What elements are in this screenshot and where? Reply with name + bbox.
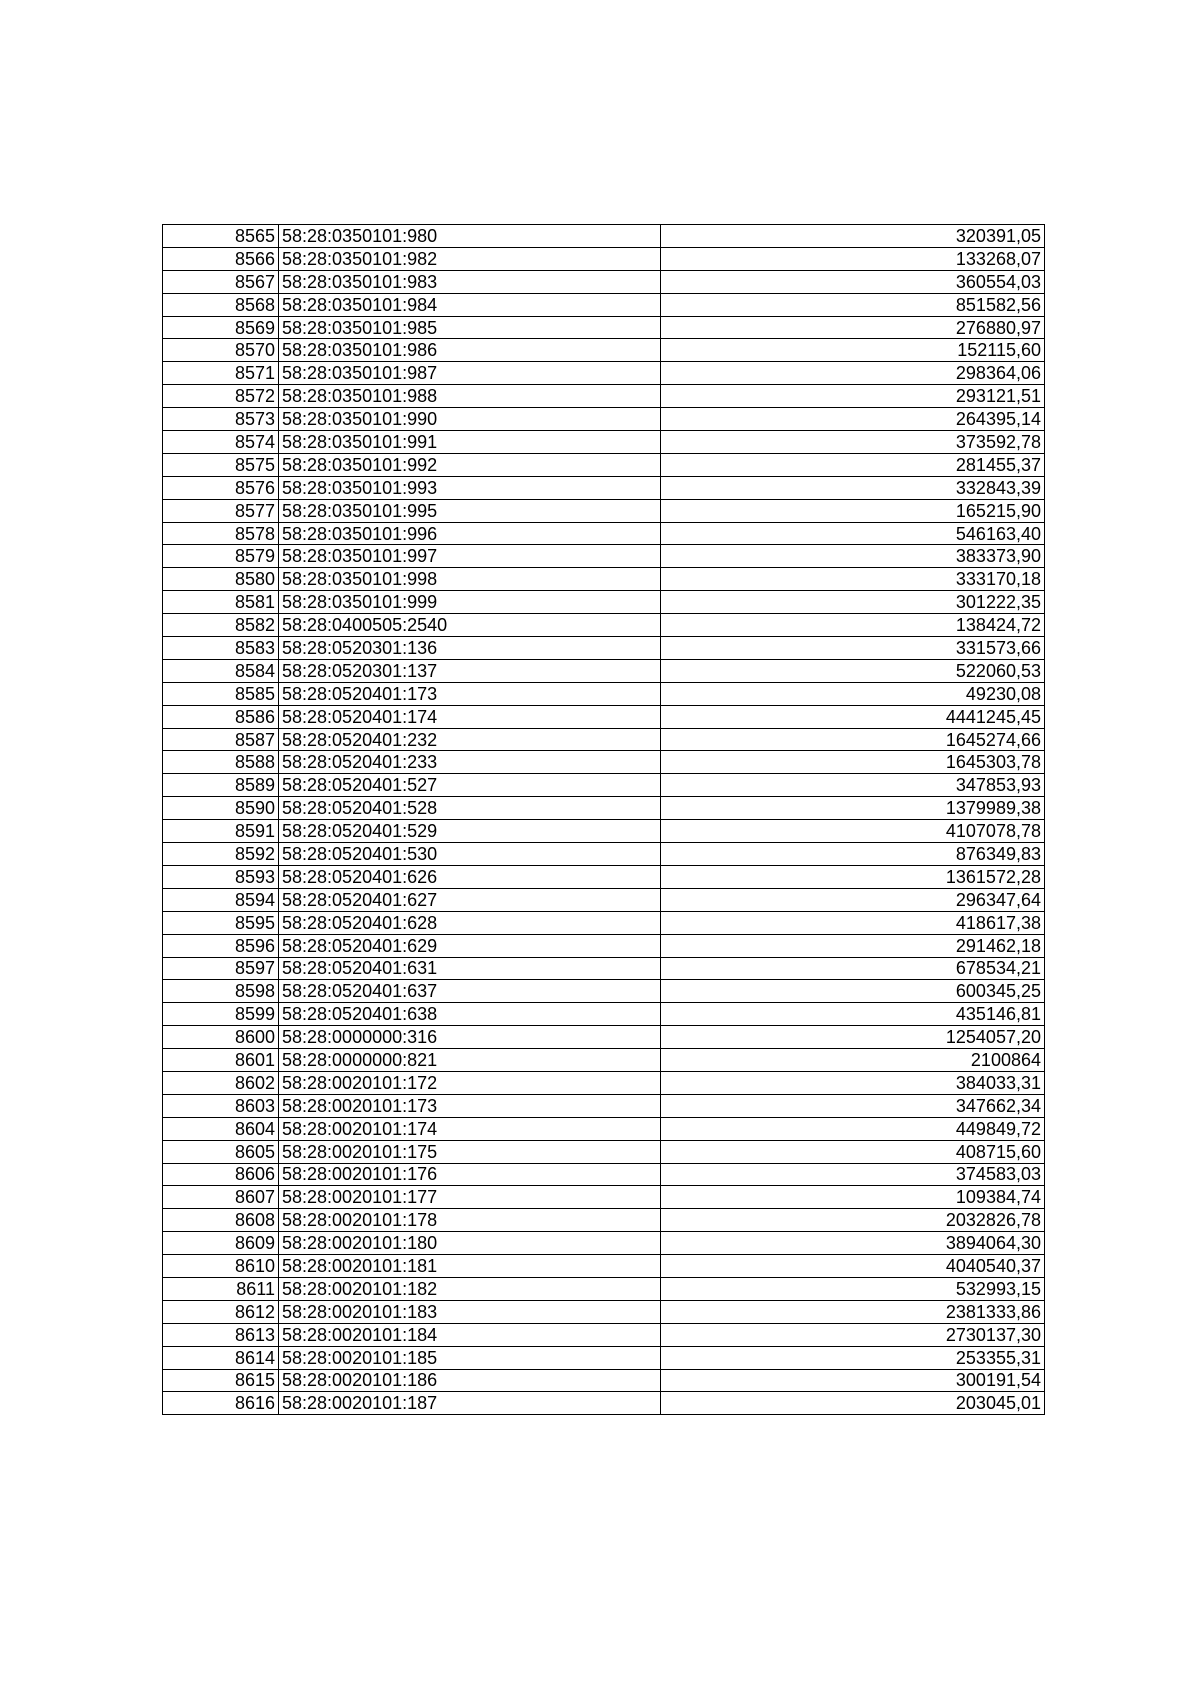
row-number-cell: 8567 — [163, 270, 279, 293]
value-cell: 2730137,30 — [661, 1323, 1045, 1346]
cadastral-number-cell: 58:28:0520301:137 — [279, 659, 661, 682]
cadastral-number-cell: 58:28:0000000:316 — [279, 1026, 661, 1049]
value-cell: 253355,31 — [661, 1346, 1045, 1369]
value-cell: 301222,35 — [661, 591, 1045, 614]
cadastral-number-cell: 58:28:0350101:985 — [279, 316, 661, 339]
row-number-cell: 8572 — [163, 385, 279, 408]
table-row — [163, 362, 1045, 385]
table-row — [163, 270, 1045, 293]
table-row — [163, 637, 1045, 660]
value-cell: 298364,06 — [661, 362, 1045, 385]
table-row — [163, 888, 1045, 911]
row-number-cell: 8581 — [163, 591, 279, 614]
value-cell: 4441245,45 — [661, 705, 1045, 728]
table-row — [163, 1071, 1045, 1094]
row-number-cell: 8586 — [163, 705, 279, 728]
row-number-cell: 8591 — [163, 820, 279, 843]
row-number-cell: 8590 — [163, 797, 279, 820]
table-row — [163, 774, 1045, 797]
row-number-cell: 8571 — [163, 362, 279, 385]
cadastral-number-cell: 58:28:0020101:187 — [279, 1392, 661, 1415]
cadastral-number-cell: 58:28:0350101:993 — [279, 476, 661, 499]
value-cell: 264395,14 — [661, 408, 1045, 431]
value-cell: 320391,05 — [661, 225, 1045, 248]
table-row — [163, 476, 1045, 499]
table-row — [163, 1003, 1045, 1026]
table-row — [163, 385, 1045, 408]
cadastral-number-cell: 58:28:0020101:178 — [279, 1209, 661, 1232]
table-row — [163, 934, 1045, 957]
value-cell: 152115,60 — [661, 339, 1045, 362]
value-cell: 2381333,86 — [661, 1300, 1045, 1323]
row-number-cell: 8594 — [163, 888, 279, 911]
value-cell: 1361572,28 — [661, 865, 1045, 888]
row-number-cell: 8601 — [163, 1049, 279, 1072]
cadastral-number-cell: 58:28:0350101:990 — [279, 408, 661, 431]
cadastral-number-cell: 58:28:0350101:984 — [279, 293, 661, 316]
cadastral-number-cell: 58:28:0020101:184 — [279, 1323, 661, 1346]
table-row — [163, 499, 1045, 522]
cadastral-number-cell: 58:28:0350101:995 — [279, 499, 661, 522]
value-cell: 293121,51 — [661, 385, 1045, 408]
cadastral-number-cell: 58:28:0020101:173 — [279, 1094, 661, 1117]
row-number-cell: 8595 — [163, 911, 279, 934]
table-row — [163, 1369, 1045, 1392]
cadastral-number-cell: 58:28:0020101:182 — [279, 1277, 661, 1300]
cadastral-number-cell: 58:28:0020101:177 — [279, 1186, 661, 1209]
table-row — [163, 408, 1045, 431]
row-number-cell: 8592 — [163, 843, 279, 866]
cadastral-number-cell: 58:28:0020101:175 — [279, 1140, 661, 1163]
table-row — [163, 522, 1045, 545]
value-cell: 384033,31 — [661, 1071, 1045, 1094]
cadastral-number-cell: 58:28:0350101:997 — [279, 545, 661, 568]
value-cell: 408715,60 — [661, 1140, 1045, 1163]
cadastral-number-cell: 58:28:0020101:180 — [279, 1232, 661, 1255]
row-number-cell: 8573 — [163, 408, 279, 431]
cadastral-number-cell: 58:28:0020101:183 — [279, 1300, 661, 1323]
value-cell: 165215,90 — [661, 499, 1045, 522]
row-number-cell: 8605 — [163, 1140, 279, 1163]
cadastral-number-cell: 58:28:0520401:232 — [279, 728, 661, 751]
row-number-cell: 8580 — [163, 568, 279, 591]
cadastral-number-cell: 58:28:0350101:987 — [279, 362, 661, 385]
table-row — [163, 705, 1045, 728]
value-cell: 109384,74 — [661, 1186, 1045, 1209]
value-cell: 296347,64 — [661, 888, 1045, 911]
value-cell: 360554,03 — [661, 270, 1045, 293]
value-cell: 281455,37 — [661, 453, 1045, 476]
table-row — [163, 751, 1045, 774]
value-cell: 851582,56 — [661, 293, 1045, 316]
cadastral-number-cell: 58:28:0350101:998 — [279, 568, 661, 591]
table-row — [163, 1049, 1045, 1072]
cadastral-number-cell: 58:28:0020101:174 — [279, 1117, 661, 1140]
cadastral-number-cell: 58:28:0520301:136 — [279, 637, 661, 660]
value-cell: 678534,21 — [661, 957, 1045, 980]
cadastral-number-cell: 58:28:0350101:996 — [279, 522, 661, 545]
value-cell: 138424,72 — [661, 614, 1045, 637]
table-row — [163, 911, 1045, 934]
value-cell: 373592,78 — [661, 431, 1045, 454]
row-number-cell: 8576 — [163, 476, 279, 499]
row-number-cell: 8607 — [163, 1186, 279, 1209]
cadastral-number-cell: 58:28:0350101:991 — [279, 431, 661, 454]
value-cell: 522060,53 — [661, 659, 1045, 682]
value-cell: 1254057,20 — [661, 1026, 1045, 1049]
value-cell: 3894064,30 — [661, 1232, 1045, 1255]
cadastral-number-cell: 58:28:0520401:174 — [279, 705, 661, 728]
row-number-cell: 8614 — [163, 1346, 279, 1369]
value-cell: 532993,15 — [661, 1277, 1045, 1300]
cadastral-number-cell: 58:28:0520401:638 — [279, 1003, 661, 1026]
cadastral-number-cell: 58:28:0000000:821 — [279, 1049, 661, 1072]
row-number-cell: 8598 — [163, 980, 279, 1003]
value-cell: 331573,66 — [661, 637, 1045, 660]
cadastral-number-cell: 58:28:0350101:992 — [279, 453, 661, 476]
cadastral-number-cell: 58:28:0020101:176 — [279, 1163, 661, 1186]
row-number-cell: 8599 — [163, 1003, 279, 1026]
value-cell: 203045,01 — [661, 1392, 1045, 1415]
table-row — [163, 980, 1045, 1003]
table-row — [163, 1346, 1045, 1369]
row-number-cell: 8612 — [163, 1300, 279, 1323]
cadastral-number-cell: 58:28:0020101:186 — [279, 1369, 661, 1392]
row-number-cell: 8602 — [163, 1071, 279, 1094]
table-row — [163, 1300, 1045, 1323]
row-number-cell: 8609 — [163, 1232, 279, 1255]
cadastral-number-cell: 58:28:0520401:629 — [279, 934, 661, 957]
row-number-cell: 8593 — [163, 865, 279, 888]
value-cell: 1645274,66 — [661, 728, 1045, 751]
value-cell: 1645303,78 — [661, 751, 1045, 774]
table-row — [163, 293, 1045, 316]
cadastral-number-cell: 58:28:0520401:529 — [279, 820, 661, 843]
row-number-cell: 8569 — [163, 316, 279, 339]
row-number-cell: 8583 — [163, 637, 279, 660]
row-number-cell: 8597 — [163, 957, 279, 980]
row-number-cell: 8568 — [163, 293, 279, 316]
cadastral-number-cell: 58:28:0350101:988 — [279, 385, 661, 408]
table-row — [163, 1392, 1045, 1415]
value-cell: 347662,34 — [661, 1094, 1045, 1117]
cadastral-number-cell: 58:28:0350101:986 — [279, 339, 661, 362]
value-cell: 49230,08 — [661, 682, 1045, 705]
table-row — [163, 728, 1045, 751]
row-number-cell: 8606 — [163, 1163, 279, 1186]
row-number-cell: 8616 — [163, 1392, 279, 1415]
row-number-cell: 8577 — [163, 499, 279, 522]
value-cell: 1379989,38 — [661, 797, 1045, 820]
table-row — [163, 614, 1045, 637]
cadastral-number-cell: 58:28:0350101:980 — [279, 225, 661, 248]
value-cell: 435146,81 — [661, 1003, 1045, 1026]
row-number-cell: 8608 — [163, 1209, 279, 1232]
value-cell: 449849,72 — [661, 1117, 1045, 1140]
table-row — [163, 1232, 1045, 1255]
row-number-cell: 8610 — [163, 1255, 279, 1278]
table-body — [163, 225, 1045, 1415]
value-cell: 383373,90 — [661, 545, 1045, 568]
row-number-cell: 8574 — [163, 431, 279, 454]
table-row — [163, 225, 1045, 248]
row-number-cell: 8604 — [163, 1117, 279, 1140]
row-number-cell: 8582 — [163, 614, 279, 637]
cadastral-number-cell: 58:28:0520401:631 — [279, 957, 661, 980]
row-number-cell: 8611 — [163, 1277, 279, 1300]
table-row — [163, 1094, 1045, 1117]
table-row — [163, 1140, 1045, 1163]
cadastral-number-cell: 58:28:0020101:181 — [279, 1255, 661, 1278]
cadastral-number-cell: 58:28:0020101:185 — [279, 1346, 661, 1369]
table-row — [163, 682, 1045, 705]
value-cell: 374583,03 — [661, 1163, 1045, 1186]
table-row — [163, 568, 1045, 591]
row-number-cell: 8578 — [163, 522, 279, 545]
table-row — [163, 1209, 1045, 1232]
cadastral-number-cell: 58:28:0520401:173 — [279, 682, 661, 705]
value-cell: 133268,07 — [661, 247, 1045, 270]
value-cell: 600345,25 — [661, 980, 1045, 1003]
row-number-cell: 8579 — [163, 545, 279, 568]
table-row — [163, 797, 1045, 820]
table-row — [163, 339, 1045, 362]
row-number-cell: 8570 — [163, 339, 279, 362]
cadastral-value-table — [162, 224, 1045, 1415]
row-number-cell: 8587 — [163, 728, 279, 751]
value-cell: 300191,54 — [661, 1369, 1045, 1392]
cadastral-number-cell: 58:28:0520401:528 — [279, 797, 661, 820]
value-cell: 4107078,78 — [661, 820, 1045, 843]
row-number-cell: 8575 — [163, 453, 279, 476]
row-number-cell: 8600 — [163, 1026, 279, 1049]
value-cell: 546163,40 — [661, 522, 1045, 545]
cadastral-number-cell: 58:28:0350101:982 — [279, 247, 661, 270]
value-cell: 4040540,37 — [661, 1255, 1045, 1278]
cadastral-number-cell: 58:28:0400505:2540 — [279, 614, 661, 637]
table-row — [163, 1277, 1045, 1300]
table-row — [163, 453, 1045, 476]
row-number-cell: 8588 — [163, 751, 279, 774]
table-row — [163, 865, 1045, 888]
table-row — [163, 957, 1045, 980]
cadastral-number-cell: 58:28:0520401:530 — [279, 843, 661, 866]
table-row — [163, 591, 1045, 614]
cadastral-number-cell: 58:28:0520401:233 — [279, 751, 661, 774]
table-row — [163, 1186, 1045, 1209]
row-number-cell: 8613 — [163, 1323, 279, 1346]
row-number-cell: 8566 — [163, 247, 279, 270]
cadastral-number-cell: 58:28:0350101:999 — [279, 591, 661, 614]
row-number-cell: 8589 — [163, 774, 279, 797]
table-row — [163, 843, 1045, 866]
value-cell: 276880,97 — [661, 316, 1045, 339]
table-row — [163, 1163, 1045, 1186]
value-cell: 332843,39 — [661, 476, 1045, 499]
value-cell: 2032826,78 — [661, 1209, 1045, 1232]
cadastral-number-cell: 58:28:0520401:626 — [279, 865, 661, 888]
cadastral-number-cell: 58:28:0520401:527 — [279, 774, 661, 797]
row-number-cell: 8565 — [163, 225, 279, 248]
value-cell: 291462,18 — [661, 934, 1045, 957]
table-row — [163, 545, 1045, 568]
cadastral-number-cell: 58:28:0350101:983 — [279, 270, 661, 293]
table-row — [163, 431, 1045, 454]
value-cell: 2100864 — [661, 1049, 1045, 1072]
table-row — [163, 316, 1045, 339]
table-row — [163, 659, 1045, 682]
table-row — [163, 1323, 1045, 1346]
value-cell: 418617,38 — [661, 911, 1045, 934]
cadastral-number-cell: 58:28:0020101:172 — [279, 1071, 661, 1094]
value-cell: 347853,93 — [661, 774, 1045, 797]
table-row — [163, 1026, 1045, 1049]
table-row — [163, 1117, 1045, 1140]
row-number-cell: 8596 — [163, 934, 279, 957]
row-number-cell: 8585 — [163, 682, 279, 705]
row-number-cell: 8615 — [163, 1369, 279, 1392]
value-cell: 333170,18 — [661, 568, 1045, 591]
cadastral-number-cell: 58:28:0520401:627 — [279, 888, 661, 911]
row-number-cell: 8603 — [163, 1094, 279, 1117]
value-cell: 876349,83 — [661, 843, 1045, 866]
cadastral-number-cell: 58:28:0520401:628 — [279, 911, 661, 934]
table-row — [163, 1255, 1045, 1278]
cadastral-number-cell: 58:28:0520401:637 — [279, 980, 661, 1003]
row-number-cell: 8584 — [163, 659, 279, 682]
table-row — [163, 820, 1045, 843]
table-row — [163, 247, 1045, 270]
